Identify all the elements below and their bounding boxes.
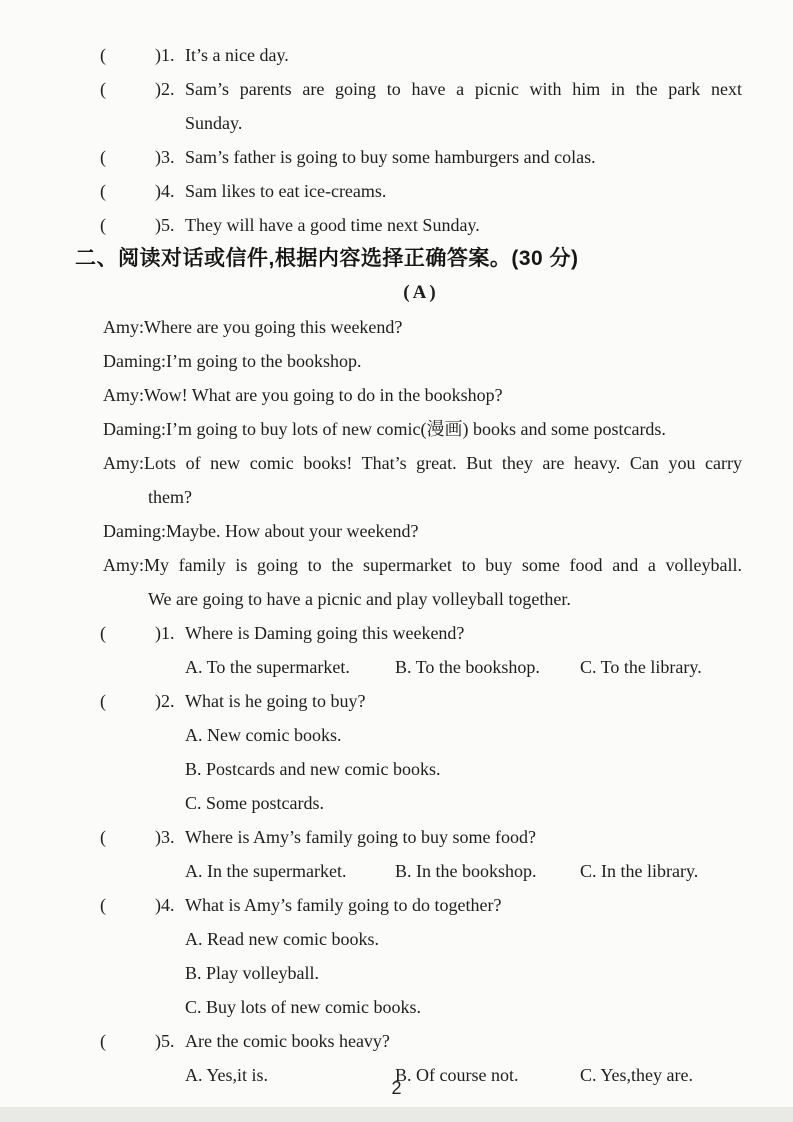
dialogue-row-5 — [103, 446, 742, 514]
dialogue-row-4 — [103, 412, 742, 446]
option-b: B. In the bookshop. — [395, 861, 537, 881]
speaker-colon: : — [139, 317, 145, 337]
item-text: Sam likes to eat ice-creams. — [185, 181, 387, 201]
item-body — [185, 208, 742, 242]
speaker-name: Daming — [103, 521, 161, 541]
question-number: )1. — [155, 623, 175, 643]
dialogue-text-continued: We are going to have a picnic and play volleyball together. — [148, 589, 571, 609]
question-text: Where is Daming going this weekend? — [185, 623, 465, 643]
answer-paren: ( — [100, 691, 106, 711]
speaker-name: Daming — [103, 351, 161, 371]
question-number: )5. — [155, 1031, 175, 1051]
question-text: What is he going to buy? — [185, 691, 366, 711]
dialogue-line — [103, 412, 742, 446]
dialogue-text: Maybe. How about your weekend? — [166, 521, 419, 541]
answer-paren: ( — [100, 215, 106, 235]
dialogue-text: Where are you going this weekend? — [144, 317, 403, 337]
tf-item-5 — [100, 208, 742, 242]
dialogue-line — [103, 446, 742, 480]
dialogue-row-3 — [103, 378, 742, 412]
option-b: B. Postcards and new comic books. — [185, 759, 441, 779]
question-4 — [100, 888, 742, 1024]
speaker-name: Daming — [103, 419, 161, 439]
tf-item-1 — [100, 38, 742, 72]
tf-item-3 — [100, 140, 742, 174]
option-a: A. To the supermarket. — [185, 657, 350, 677]
dialogue-text: Lots of new comic books! That’s great. But they are heavy. Can you carry — [144, 453, 742, 473]
answer-paren: ( — [100, 1031, 106, 1051]
question-3 — [100, 820, 742, 888]
item-body — [185, 174, 742, 208]
dialogue-text: I’m going to buy lots of new comic(漫画) books and some postcards. — [166, 419, 666, 439]
option-a: A. In the supermarket. — [185, 861, 347, 881]
answer-paren: ( — [100, 623, 106, 643]
dialogue-line — [103, 344, 742, 378]
section-heading: 二、阅读对话或信件,根据内容选择正确答案。(30 分) — [75, 247, 579, 270]
speaker-colon: : — [139, 453, 145, 473]
dialogue-text: Wow! What are you going to do in the bookshop? — [144, 385, 503, 405]
question-body — [185, 820, 742, 888]
question-body — [185, 684, 742, 820]
question-body — [185, 888, 742, 1024]
option-c: C. Some postcards. — [185, 793, 324, 813]
dialogue-text: My family is going to the supermarket to buy some food and a volleyball. — [144, 555, 742, 575]
option-c: C. In the library. — [580, 861, 699, 881]
item-text: It’s a nice day. — [185, 45, 289, 65]
speaker-colon: : — [139, 555, 145, 575]
dialogue-row-6 — [103, 514, 742, 548]
item-number: )2. — [155, 79, 175, 99]
item-text: They will have a good time next Sunday. — [185, 215, 480, 235]
item-number: )5. — [155, 215, 175, 235]
dialogue-line — [103, 514, 742, 548]
tf-item-4 — [100, 174, 742, 208]
option-b: B. Play volleyball. — [185, 963, 319, 983]
dialogue-line — [103, 310, 742, 344]
answer-paren: ( — [100, 79, 106, 99]
option-c: C. Buy lots of new comic books. — [185, 997, 421, 1017]
scan-edge-band — [0, 1107, 793, 1122]
item-body — [185, 140, 742, 174]
speaker-name: Amy — [103, 385, 139, 405]
speaker-colon: : — [161, 521, 167, 541]
item-number: )4. — [155, 181, 175, 201]
question-text: What is Amy’s family going to do together? — [185, 895, 502, 915]
speaker-name: Amy — [103, 317, 139, 337]
question-number: )4. — [155, 895, 175, 915]
answer-paren: ( — [100, 827, 106, 847]
speaker-name: Amy — [103, 453, 139, 473]
options-row — [185, 650, 742, 684]
dialogue-row-2 — [103, 344, 742, 378]
option-a: A. Read new comic books. — [185, 929, 379, 949]
item-text: Sam’s father is going to buy some hamburgers and colas. — [185, 147, 596, 167]
question-number: )2. — [155, 691, 175, 711]
part-label: (A) — [403, 282, 439, 303]
option-b: B. To the bookshop. — [395, 657, 540, 677]
speaker-colon: : — [139, 385, 145, 405]
item-number: )3. — [155, 147, 175, 167]
dialogue-line — [103, 378, 742, 412]
speaker-name: Amy — [103, 555, 139, 575]
answer-paren: ( — [100, 147, 106, 167]
dialogue-row-7 — [103, 548, 742, 616]
question-2 — [100, 684, 742, 820]
item-text-continued: Sunday. — [185, 113, 243, 133]
answer-paren: ( — [100, 895, 106, 915]
question-text: Are the comic books heavy? — [185, 1031, 390, 1051]
item-body — [185, 38, 742, 72]
speaker-colon: : — [161, 419, 167, 439]
dialogue-row-1 — [103, 310, 742, 344]
option-a: A. New comic books. — [185, 725, 342, 745]
dialogue-line — [103, 548, 742, 582]
page-content — [75, 38, 742, 1092]
item-number: )1. — [155, 45, 175, 65]
option-c: C. To the library. — [580, 657, 702, 677]
page-number: 2 — [391, 1078, 402, 1098]
options-row — [185, 854, 742, 888]
item-text: Sam’s parents are going to have a picnic with him in the park next — [185, 79, 742, 99]
question-1 — [100, 616, 742, 684]
option-b: B. Of course not. — [395, 1065, 519, 1085]
option-a: A. Yes,it is. — [185, 1065, 269, 1085]
tf-item-2 — [100, 72, 742, 140]
item-body — [185, 72, 742, 140]
answer-paren: ( — [100, 181, 106, 201]
question-number: )3. — [155, 827, 175, 847]
dialogue-text: I’m going to the bookshop. — [166, 351, 362, 371]
speaker-colon: : — [161, 351, 167, 371]
option-c: C. Yes,they are. — [580, 1065, 693, 1085]
dialogue-text-continued: them? — [148, 487, 192, 507]
question-body — [185, 616, 742, 684]
answer-paren: ( — [100, 45, 106, 65]
question-text: Where is Amy’s family going to buy some food? — [185, 827, 536, 847]
